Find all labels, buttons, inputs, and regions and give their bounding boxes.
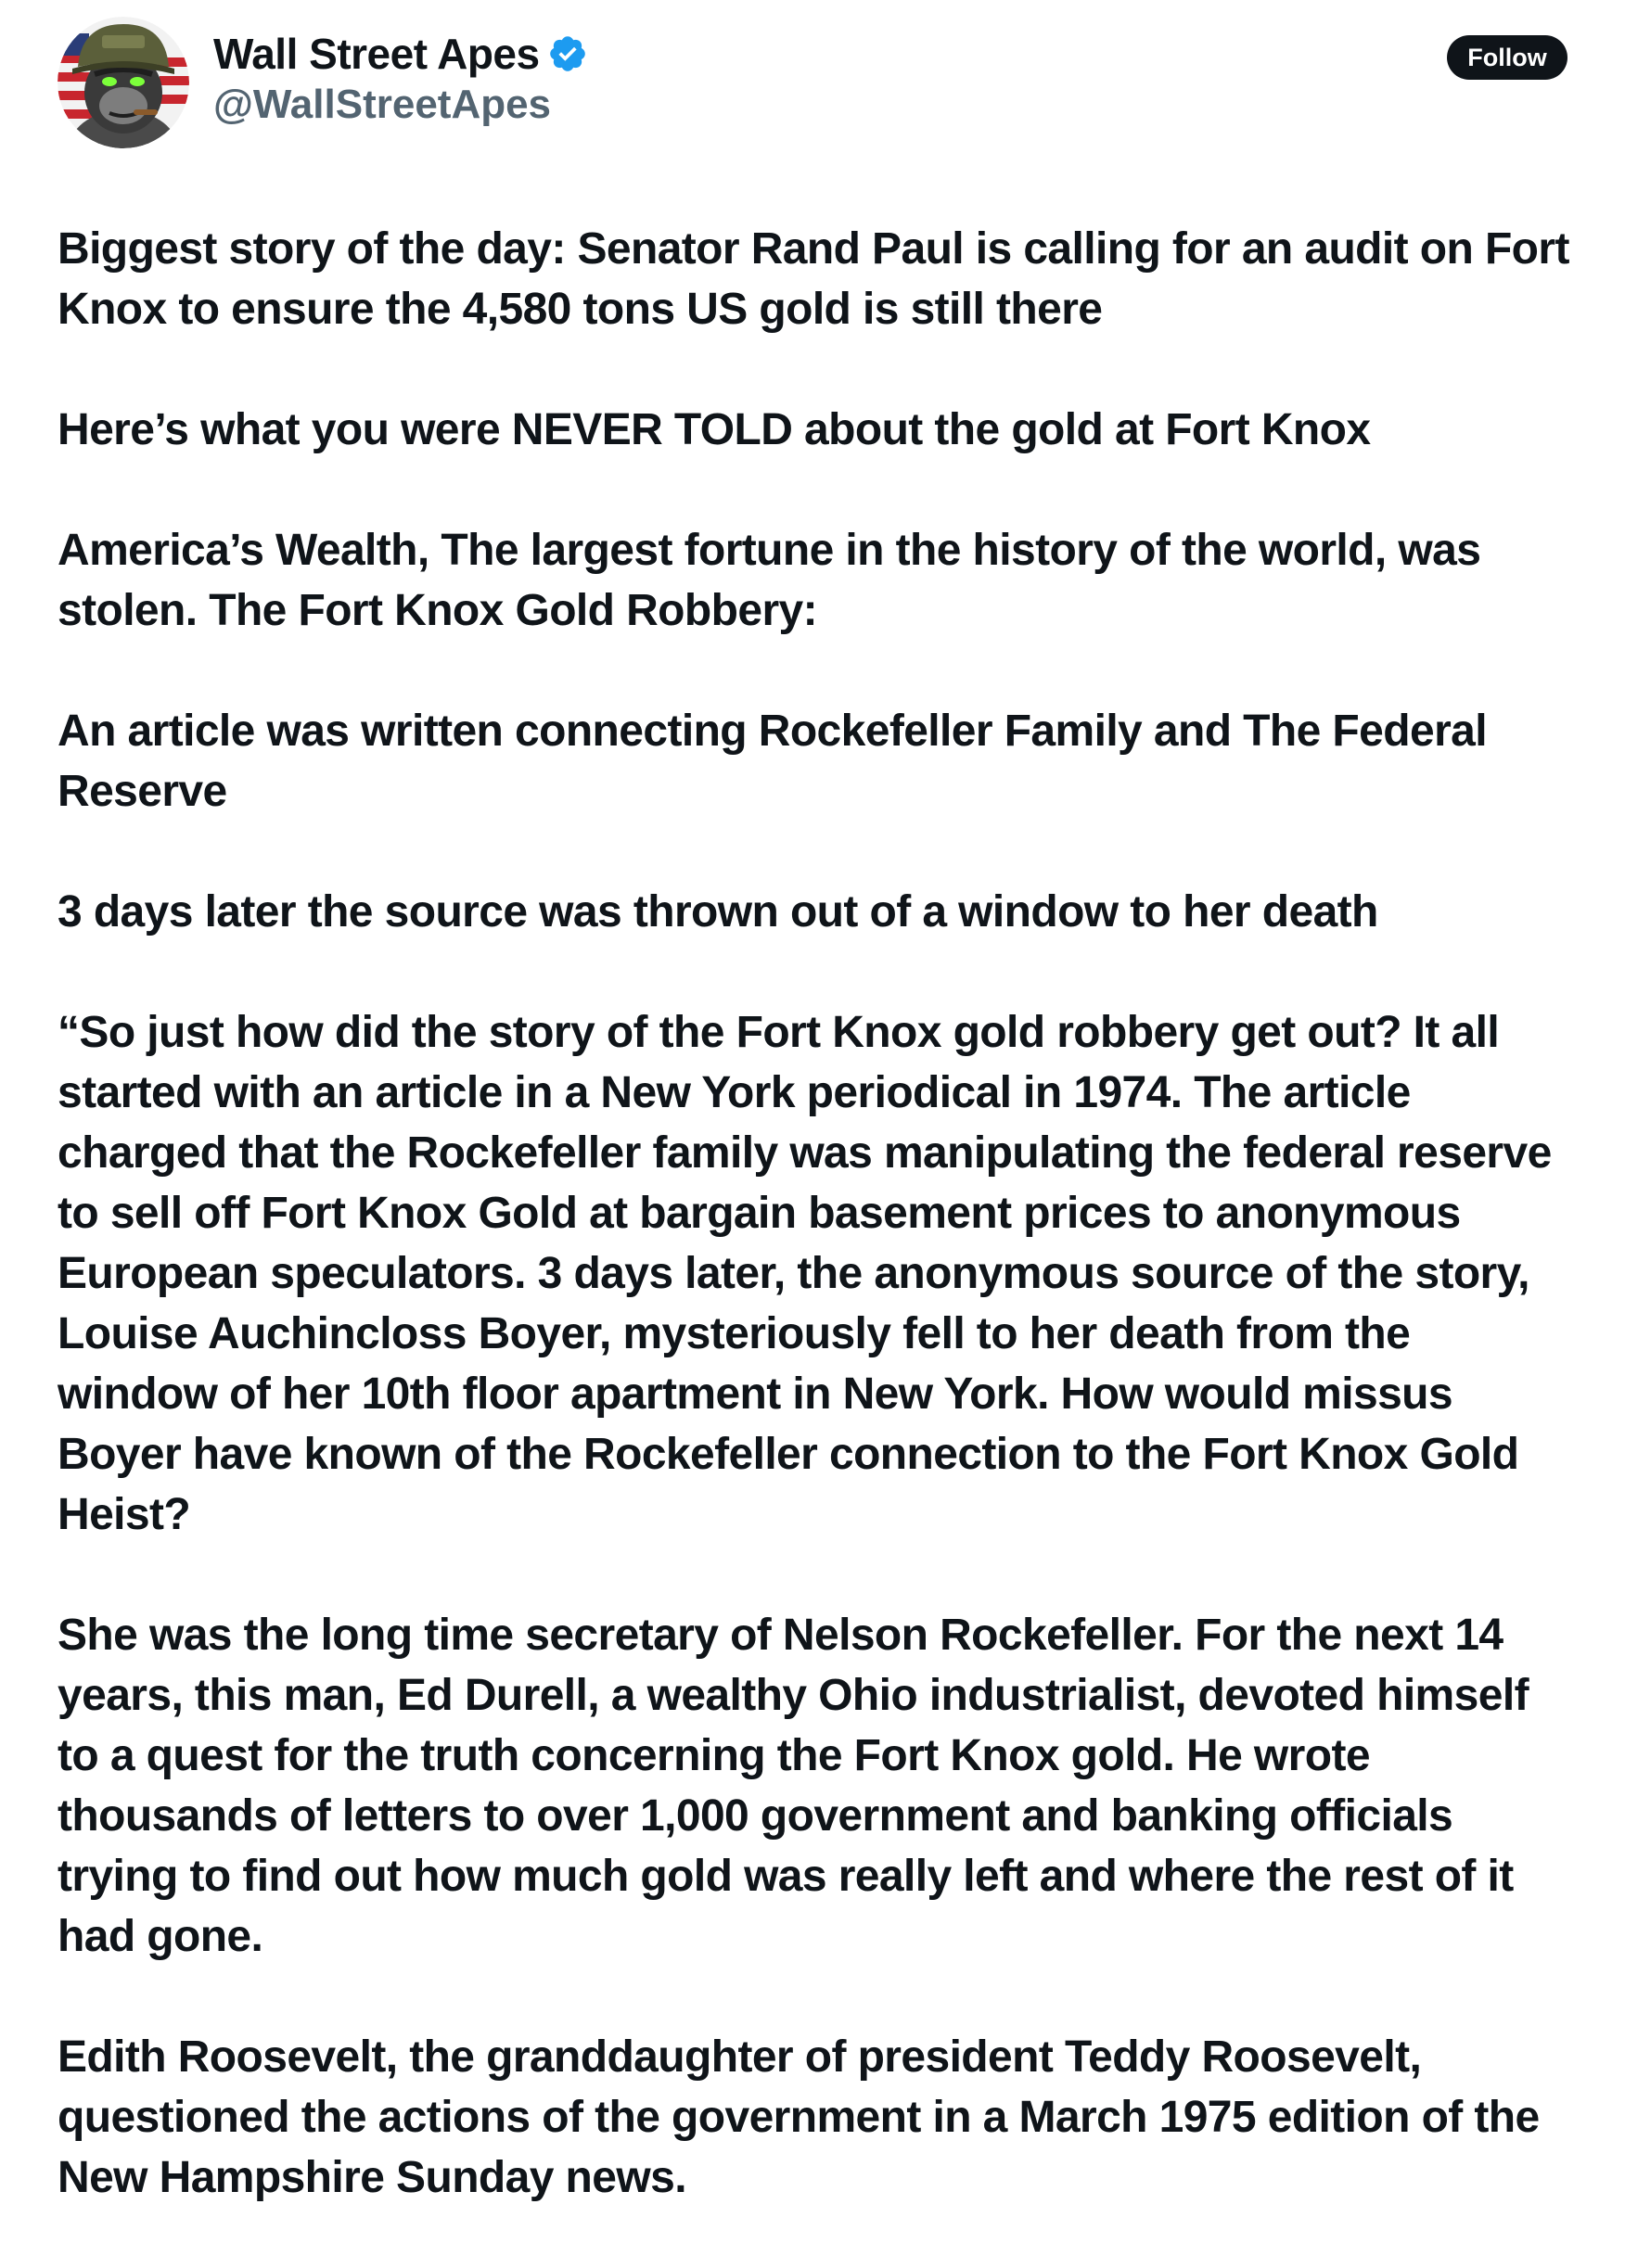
author-info — [213, 28, 588, 128]
tweet-header — [58, 17, 1567, 152]
tweet-paragraph: Edith Roosevelt, the granddaughter of president Teddy Roosevelt, questioned the actions of the government in a March 1975 edition of the New Hampshire Sunday news. — [58, 2032, 1540, 2202]
tweet-paragraph: Here’s what you were NEVER TOLD about the gold at Fort Knox — [58, 405, 1371, 454]
verified-badge-icon — [547, 33, 588, 74]
tweet-paragraph: 3 days later the source was thrown out of a window to her death — [58, 887, 1378, 937]
author-avatar[interactable] — [58, 17, 189, 148]
tweet-paragraph: She was the long time secretary of Nelson Rockefeller. For the next 14 years, this man, Ed Durell, a wealthy Ohio industrialist, devoted himself to a quest for the truth concerning the Fort Knox gold. He wrote thousands of letters to over 1,000 government and banking officials trying to find out how much gold was really left and where the rest of it had gone. — [58, 1611, 1529, 1961]
gorilla-soldier-avatar-icon — [58, 17, 189, 148]
tweet-paragraph: Biggest story of the day: Senator Rand Paul is calling for an audit on Fort Knox to ensure the 4,580 tons US gold is still there — [58, 224, 1569, 334]
tweet-paragraph: America’s Wealth, The largest fortune in the history of the world, was stolen. The Fort Knox Gold Robbery: — [58, 526, 1481, 635]
tweet-paragraph: “So just how did the story of the Fort Knox gold robbery get out? It all started with an article in a New York periodical in 1974. The article charged that the Rockefeller family was manipulating the federal reserve to sell off Fort Knox Gold at bargain basement prices to anonymous European speculators. 3 days later, the anonymous source of the story, Louise Auchincloss Boyer, mysteriously fell to her death from the window of her 10th floor apartment in New York. How would missus Boyer have known of the Rockefeller connection to the Fort Knox Gold Heist? — [58, 1008, 1552, 1539]
tweet-paragraph: An article was written connecting Rockefeller Family and The Federal Reserve — [58, 707, 1487, 816]
follow-button[interactable]: Follow — [1447, 35, 1567, 80]
display-name-row — [213, 28, 588, 80]
author-display-name[interactable]: Wall Street Apes — [213, 30, 540, 78]
author-handle[interactable]: @WallStreetApes — [213, 82, 552, 127]
tweet-text — [58, 219, 1575, 2268]
